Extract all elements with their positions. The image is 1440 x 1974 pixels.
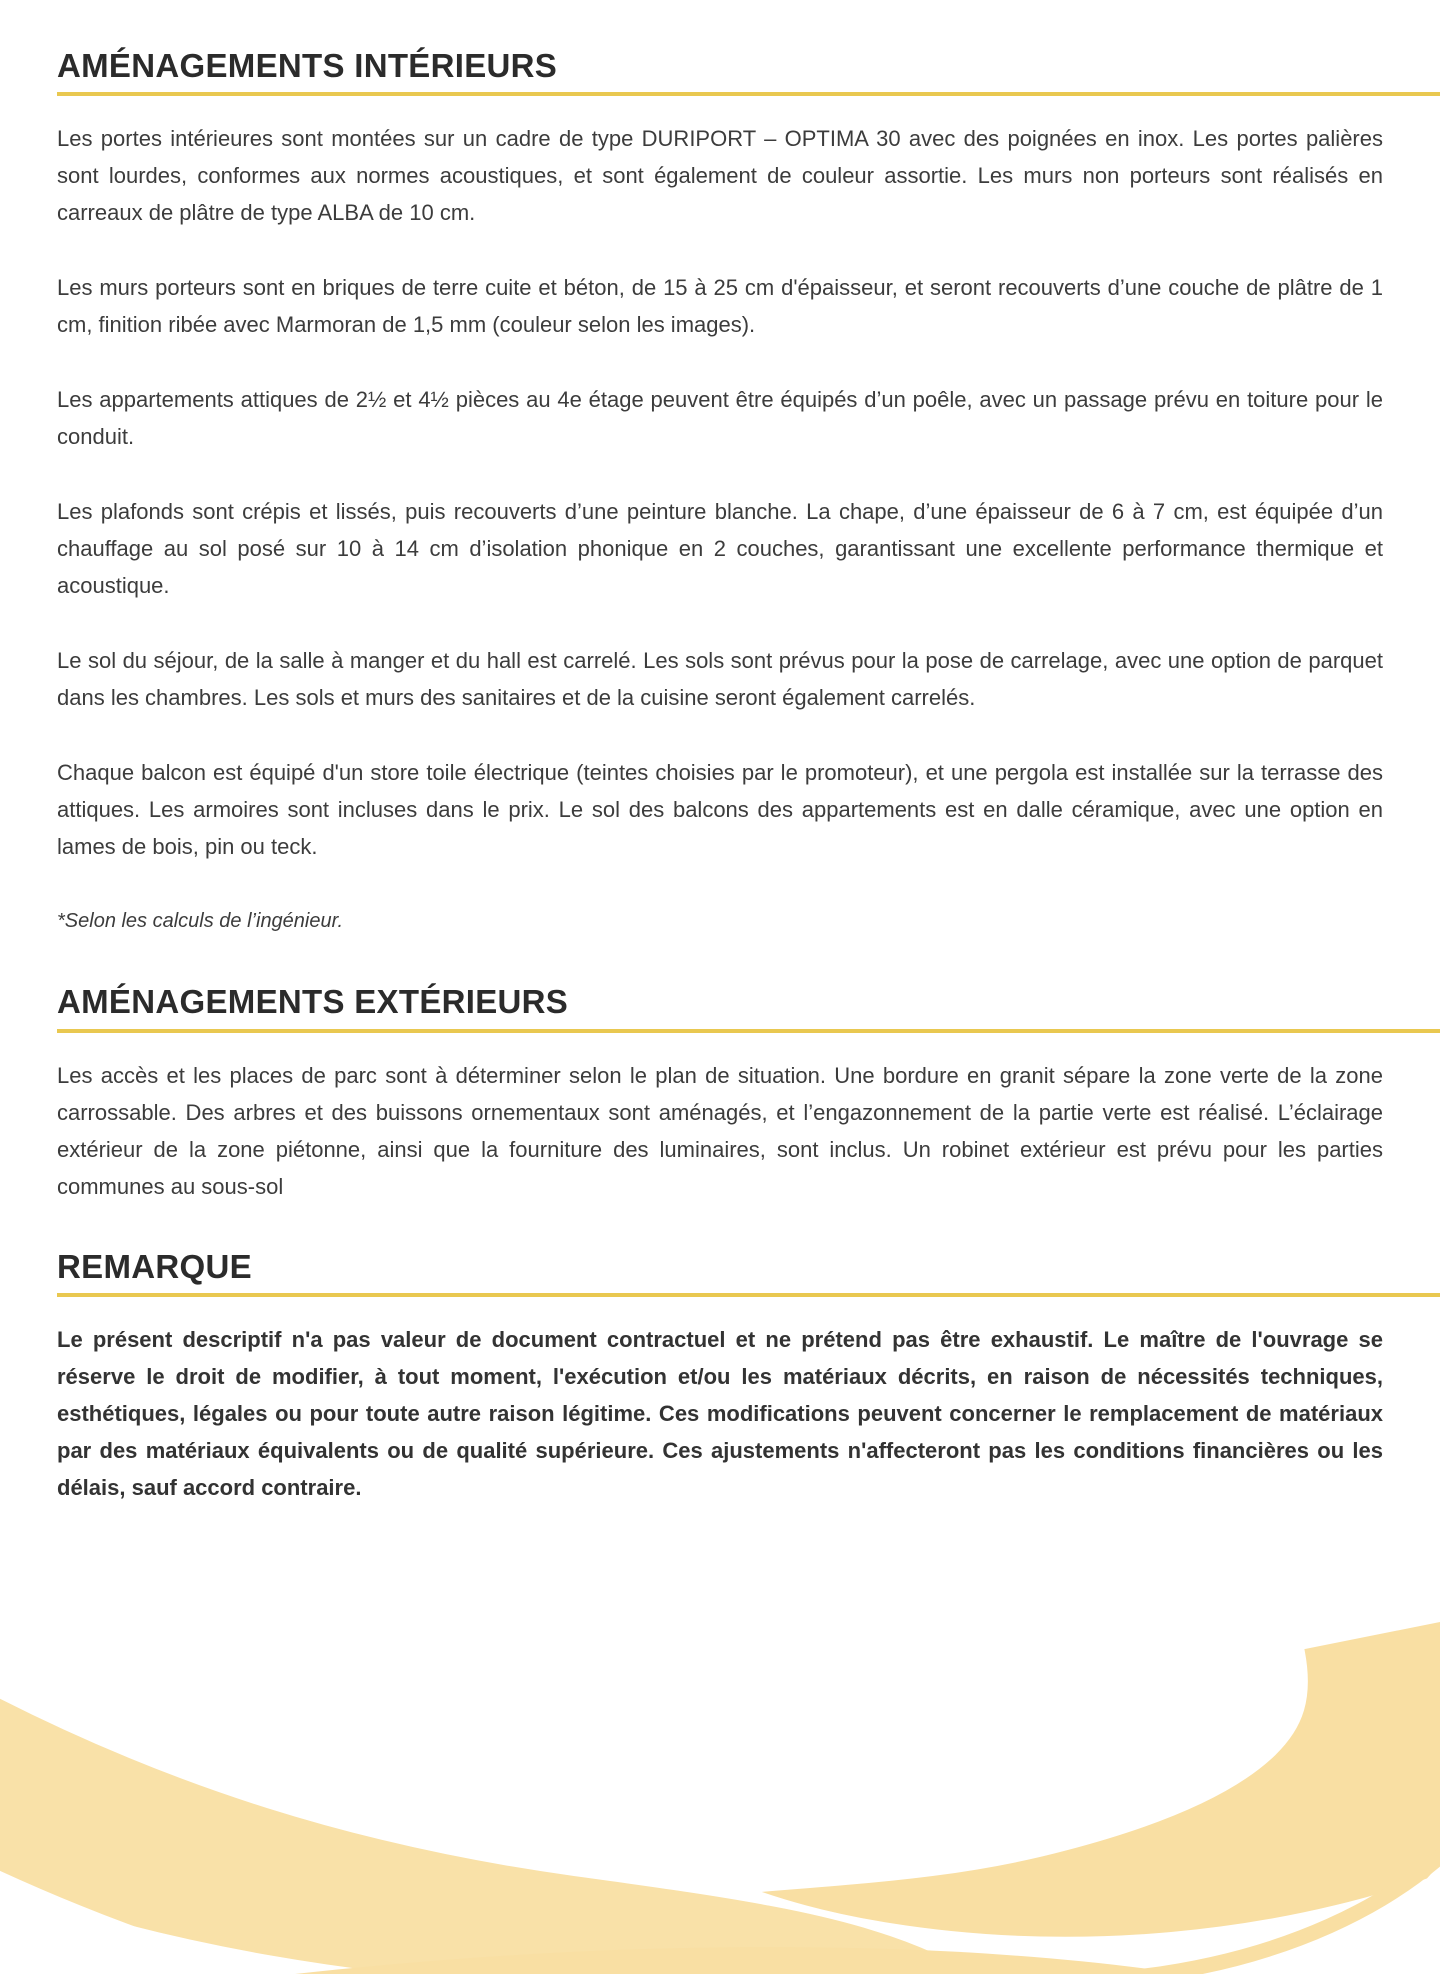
section-heading-interieurs: AMÉNAGEMENTS INTÉRIEURS xyxy=(57,47,558,84)
section-amenagements-exterieurs xyxy=(57,984,1440,1204)
heading-rule xyxy=(57,1293,1440,1297)
paragraph: Les murs porteurs sont en briques de terre cuite et béton, de 15 à 25 cm d'épaisseur, et seront recouverts d’une couche de plâtre de 1 cm, finition ribée avec Marmoran de 1,5 mm (couleur selon les images). xyxy=(57,275,1383,338)
disclaimer-paragraph: Le présent descriptif n'a pas valeur de document contractuel et ne prétend pas être exhaustif. Le maître de l'ouvrage se réserve le droit de modifier, à tout moment, l'exécution et/ou les matériaux décrits, en raison de nécessités techniques, esthétiques, légales ou pour toute autre raison légitime. Ces modifications peuvent concerner le remplacement de matériaux par des matériaux équivalents ou de qualité supérieure. Ces ajustements n'affecteront pas les conditions financières ou les délais, sauf accord contraire. xyxy=(57,1326,1383,1500)
paragraph: Les portes intérieures sont montées sur un cadre de type DURIPORT – OPTIMA 30 avec des poignées en inox. Les portes palières sont lourdes, conformes aux normes acoustiques, et sont également de couleur assortie. Les murs non porteurs sont réalisés en carreaux de plâtre de type ALBA de 10 cm. xyxy=(57,126,1383,226)
section-remarque xyxy=(57,1249,1440,1506)
section-heading-exterieurs: AMÉNAGEMENTS EXTÉRIEURS xyxy=(57,983,569,1021)
paragraph: Les accès et les places de parc sont à déterminer selon le plan de situation. Une bordure en granit sépare la zone verte de la zone carrossable. Des arbres et des buissons ornementaux sont aménagés, et l’engazonnement de la partie verte est réalisé. L’éclairage extérieur de la zone piétonne, ainsi que la fourniture des luminaires, sont inclus. Un robinet extérieur est prévu pour les parties communes au sous-sol xyxy=(57,1062,1383,1199)
engineer-note: *Selon les calculs de l’ingénieur. xyxy=(57,910,344,933)
paragraph: Le sol du séjour, de la salle à manger et du hall est carrelé. Les sols sont prévus pour la pose de carrelage, avec une option de parquet dans les chambres. Les sols et murs des sanitaires et de la cuisine seront également carrelés. xyxy=(57,648,1383,711)
paragraph: Chaque balcon est équipé d'un store toile électrique (teintes choisies par le promoteur), et une pergola est installée sur la terrasse des attiques. Les armoires sont incluses dans le prix. Le sol des balcons des appartements est en dalle céramique, avec une option en lames de bois, pin ou teck. xyxy=(57,760,1383,860)
section-amenagements-interieurs xyxy=(57,48,1440,940)
paragraph: Les plafonds sont crépis et lissés, puis recouverts d’une peinture blanche. La chape, d’une épaisseur de 6 à 7 cm, est équipée d’un chauffage au sol posé sur 10 à 14 cm d’isolation phonique en 2 couches, garantissant une excellente performance thermique et acoustique. xyxy=(57,499,1383,599)
section-heading-remarque: REMARQUE xyxy=(57,1247,252,1285)
paragraph: Les appartements attiques de 2½ et 4½ pièces au 4e étage peuvent être équipés d’un poêle, avec un passage prévu en toiture pour le conduit. xyxy=(57,387,1383,450)
heading-rule xyxy=(57,1029,1440,1033)
heading-rule xyxy=(57,92,1440,96)
